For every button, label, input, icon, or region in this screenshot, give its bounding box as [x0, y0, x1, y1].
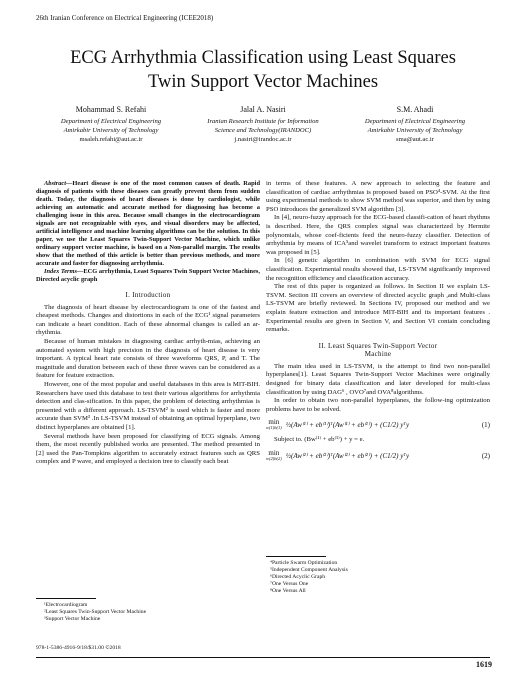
abstract-text: —Heart disease is one of the most common causes of death. Rapid diagnosis of patients with these diseases can greatly prevent them from sudden death. Today, the diagnosis of heart diseases is done by cardiologist, while achieving an automatic and accurate method for diagnosing has become a challenging issue in this area. Because small changes in the electrocardiogram signals are not recognizable with eyes, and visual disorders may be affected, artificial intelligence and machine learning algorithms can be the solution. In this paper, we use the Least Squares Twin-Support Vector Machine, which unlike ordinary support vector machine, is based on a Non-parallel margin. The results show that the method of this article is better than previous methods, and more accurate and faster for diagnosing arrhythmia. [36, 180, 260, 267]
equation-body: ½(Aw⁽¹⁾ + eb⁽¹⁾)ᵀ(Aw⁽¹⁾ + eb⁽¹⁾) + (C1/2) yᵀy [285, 421, 410, 430]
author-email: msaleh.refahi@aut.ac.ir [79, 136, 143, 143]
footnotes-left [44, 602, 146, 623]
isbn-notice: 978-1-5386-4916-9/18/$31.00 ©2018 [36, 645, 121, 651]
paragraph: In [4], neuro-fuzzy approach for the ECG-based classifi-cation of heart rhythms is described. Here, the QRS complex signal was characterized by Hermite polynomials, whose coef-ficients feed the neuro-fuzzy classifier. Detection of arrhythmia by means of ICA⁵and wavelet transform to extract important features was proposed in [5]. [266, 214, 490, 256]
author-name: Jalal A. Nasiri [240, 105, 286, 114]
section-heading-line: Machine [364, 350, 392, 359]
title-line-2: Twin Support Vector Machines [147, 72, 379, 92]
paragraph: However, one of the most popular and useful databases in this area is MIT-BIH. Researchers have used this database to test their various algorithms for arrhythmia detection and clas-sification. In this paper, the problem of detecting arrhythmias is presented with a different approach. LS-TSVM² is used which is faster and more accurate than SVM³ .In LS-TSVM instead of obtaining an optimal hyperplane, two distinct hyperplanes are obtained [1]. [36, 380, 260, 431]
footnote-rule [36, 598, 96, 599]
footnote: ⁸One Versus All [270, 588, 306, 594]
author-affiliation: Science and Technology(IRANDOC) [214, 127, 312, 134]
equation-min: min w(2)b(2) [266, 449, 282, 462]
equation-constraint: Subject to. (Bw⁽¹⁾ + eb⁽¹⁾) + y = e. [274, 436, 365, 444]
equation-2 [266, 450, 490, 462]
paragraph: The diagnosis of heart disease by electrocardiogram is one of the fastest and cheapest methods. Changes and distortions in each of the ECG¹ signal parameters can indicate a heart condition. Each of these abnormal changes is called an ar-rhythmia. [36, 303, 260, 337]
right-column [266, 180, 490, 467]
equation-number: (1) [481, 421, 490, 430]
paragraph: In [6] genetic algorithm in combination with SVM for ECG signal classification. Experimental results showed that, LS-TSVM significantly improved the recognition efficiency and classification accuracy. [266, 257, 490, 282]
footnote: ⁵Independent Component Analysis [270, 567, 348, 573]
index-terms-lead: Index Terms [44, 268, 77, 275]
equation-1 [266, 419, 490, 431]
index-terms-text: —ECG arrhythmia, Least Squares Twin Support Vector Machines, Directed acyclic graph [36, 268, 260, 283]
author-affiliation: Amirkabir University of Technology [367, 127, 463, 134]
paragraph: In order to obtain two non-parallel hyperplanes, the follow-ing optimization problems have to be solved. [266, 397, 490, 413]
author-affiliation: Department of Electrical Engineering [364, 118, 466, 125]
paragraph: in terms of these features. A new approach to selecting the feature and classification of cardiac arrhythmias is proposed based on PSO⁴-SVM. At the first using experimental methods to show SVM method was superior, and then by using PSO introduces the generalized SVM algorithm [3]. [266, 180, 490, 213]
equation-min: min w(1)b(1) [266, 418, 282, 431]
footnote: ³Support Vector Machine [44, 616, 101, 622]
footnote: ⁶Directed Acyclic Graph [270, 574, 326, 580]
abstract-lead: Abstract [44, 180, 67, 187]
author-name: Mohammad S. Refahi [75, 105, 147, 114]
author-email: sma@aut.ac.ir [396, 136, 434, 143]
author-2 [188, 104, 338, 144]
author-affiliation: Amirkabir University of Technology [63, 127, 159, 134]
paragraph: The rest of this paper is organized as follows. In Section II we explain LS-TSVM. Section III covers an overview of directed acyclic graph ,and Multi-class LS-TSVM are briefly reviewed. In Sections IV, proposed our method and we explain feature extraction and introduce MIT-BIH and its important features . Experimental results are given in Section V, and Section VI contain concluding remarks. [266, 283, 490, 334]
left-column [36, 180, 260, 467]
equation-body: ½(Aw⁽²⁾ + eb⁽²⁾)ᵀ(Aw⁽²⁾ + eb⁽²⁾) + (C1/2) yᵀy [285, 451, 410, 460]
paragraph: Because of human mistakes in diagnosing cardiac arrhyth-mias, achieving an automated system with high precision in the diagnosis of heart disease is very important. A typical heart rate consists of three waveforms QRS, P, and T. The magnitude and duration between each of these three waves can be considered as a feature for feature extraction. [36, 337, 260, 380]
author-name: S.M. Ahadi [396, 105, 434, 114]
abstract [36, 180, 260, 268]
author-block [36, 104, 490, 144]
conference-header: 26th Iranian Conference on Electrical Engineering (ICEE2018) [36, 14, 214, 22]
author-3 [340, 104, 490, 144]
footnotes-right [270, 560, 348, 595]
author-email: j.nasiri@irandoc.ac.ir [234, 136, 292, 143]
index-terms [36, 268, 260, 284]
author-affiliation: Iranian Research Institute for Information [207, 118, 319, 125]
paragraph: The main idea used in LS-TSVM, is the attempt to find two non-parallel hyperplanes[1]. Least Squares Twin-Support Vector Machines were originally designed for binary data classification and later developed for multi-class classification by using DAG⁶ , OVO⁷and OVA⁸algorithms. [266, 362, 490, 396]
section-heading-line: II. Least Squares Twin-Support Vector [318, 341, 438, 350]
footnote: ⁷One Versus One [270, 581, 309, 587]
section-heading-ls-tsvm [266, 342, 490, 359]
footnote-rule [266, 556, 326, 557]
page-number: 1619 [476, 660, 492, 669]
section-heading-introduction: I. Introduction [125, 291, 171, 299]
title-line-1: ECG Arrhythmia Classification using Least Squares [70, 48, 456, 68]
footnote: ²Least Squares Twin-Support Vector Machine [44, 609, 147, 615]
equation-number: (2) [481, 451, 490, 460]
author-1 [36, 104, 186, 144]
footnote: ¹Electrocardiogram [44, 602, 88, 608]
paragraph: Several methods have been proposed for classifying of ECG signals. Among them, the most recently published works are presented. The method presented in [2] used the Pan-Tompkins algorithm to accurately extract features such as QRS complex and P wave, and employed a decision tree to classify each beat [36, 432, 260, 466]
footnote: ⁴Particle Swarm Optimization [270, 560, 338, 566]
paper-title [0, 46, 526, 94]
author-affiliation: Department of Electrical Engineering [60, 118, 162, 125]
bottom-rule [36, 657, 490, 658]
